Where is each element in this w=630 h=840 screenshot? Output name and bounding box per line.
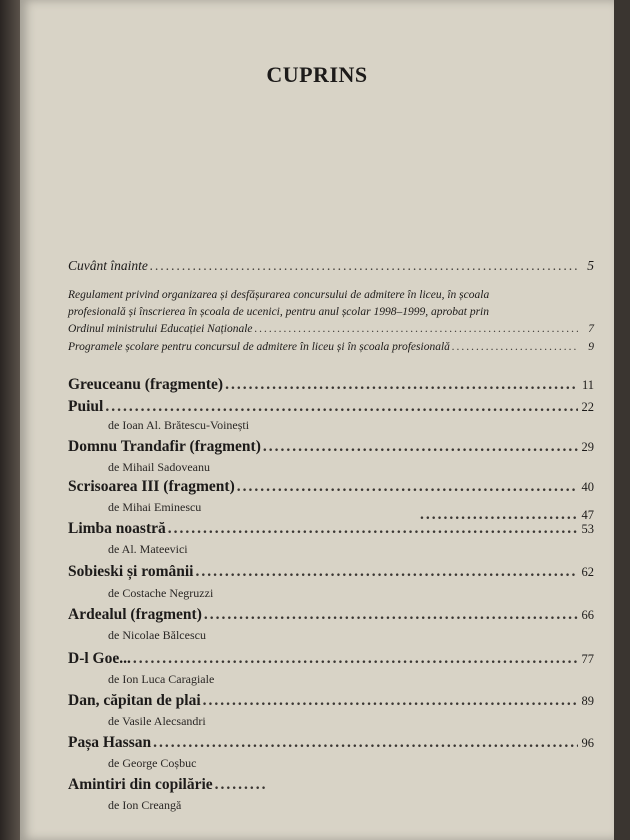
- toc-title: Amintiri din copilărie: [68, 776, 213, 793]
- toc-title: Domnu Trandafir (fragment): [68, 438, 261, 455]
- toc-title: Puiul: [68, 398, 104, 415]
- toc-page: 29: [581, 440, 594, 454]
- toc-row[interactable]: [68, 692, 594, 710]
- toc-page: 5: [587, 258, 594, 273]
- leader-dots: [105, 398, 578, 416]
- toc-page: 7: [588, 323, 594, 335]
- leader-dots: [150, 258, 578, 274]
- toc-row[interactable]: [68, 438, 594, 456]
- leader-dots: [195, 563, 578, 581]
- toc-title: Limba noastră: [68, 520, 166, 537]
- toc-author: de Ion Luca Caragiale: [108, 672, 215, 686]
- toc-title: Programele școlare pentru concursul de admitere în liceu și în școala profesională: [68, 341, 450, 353]
- toc-row[interactable]: [68, 520, 594, 538]
- toc-page: 77: [581, 652, 594, 666]
- toc-author: de Ion Creangă: [108, 798, 182, 812]
- leader-dots: [452, 341, 578, 353]
- toc-row[interactable]: [68, 606, 594, 624]
- toc-row-programs[interactable]: [68, 341, 594, 353]
- leader-dots: [168, 520, 578, 538]
- leader-dots: [255, 323, 578, 335]
- book-page: [20, 0, 614, 840]
- toc-title: Scrisoarea III (fragment): [68, 478, 235, 495]
- toc-row[interactable]: [68, 563, 594, 581]
- toc-page: 22: [581, 400, 594, 414]
- leader-dots: [153, 734, 578, 752]
- leader-dots: [237, 478, 578, 496]
- toc-title: Ordinul ministrului Educației Naționale: [68, 323, 253, 335]
- toc-row-regulation-end[interactable]: [68, 323, 594, 335]
- toc-author: de Al. Mateevici: [108, 542, 188, 556]
- toc-author: de George Coșbuc: [108, 756, 197, 770]
- toc-title: Cuvânt înainte: [68, 258, 148, 273]
- leader-dots: [133, 650, 578, 668]
- toc-page: 62: [581, 565, 594, 579]
- toc-page: 66: [581, 608, 594, 622]
- toc-row-regulation[interactable]: [68, 287, 594, 321]
- toc-page: 47: [581, 508, 594, 522]
- toc-title-line: profesională și înscrierea în școala de ucenici, pentru anul școlar 1998–1999, aprobat prin: [68, 306, 489, 318]
- toc-row[interactable]: [68, 776, 268, 794]
- toc-author: de Ioan Al. Brătescu-Voinești: [108, 418, 250, 432]
- toc-title-line: Regulament privind organizarea și desfășurarea concursului de admitere în liceu, în școala: [68, 289, 490, 301]
- toc-page: 89: [581, 694, 594, 708]
- leader-dots: [225, 376, 578, 394]
- toc-author: de Mihai Eminescu: [108, 500, 202, 514]
- toc-page: 96: [581, 736, 594, 750]
- toc-page: 40: [581, 480, 594, 494]
- toc-row[interactable]: [68, 478, 594, 496]
- toc-page: 11: [581, 378, 594, 392]
- toc-row-foreword[interactable]: [68, 258, 594, 274]
- toc-title: Ardealul (fragment): [68, 606, 202, 623]
- toc-author: de Costache Negruzzi: [108, 586, 214, 600]
- toc-row[interactable]: [68, 376, 594, 394]
- toc-page: 53: [581, 522, 594, 536]
- toc-title: D-l Goe...: [68, 650, 131, 667]
- toc-author: de Vasile Alecsandri: [108, 714, 206, 728]
- toc-title: Pașa Hassan: [68, 734, 152, 751]
- toc-title: Greuceanu (fragmente): [68, 376, 224, 393]
- toc-page: 9: [588, 341, 594, 353]
- toc-row[interactable]: [68, 650, 594, 668]
- toc-author: de Nicolae Bălcescu: [108, 628, 206, 642]
- toc-row[interactable]: [68, 734, 594, 752]
- leader-dots: [203, 692, 578, 710]
- page-title: CUPRINS: [266, 62, 368, 87]
- toc-title: Dan, căpitan de plai: [68, 692, 201, 709]
- book-spine-edge: [0, 0, 20, 840]
- toc-row[interactable]: [68, 398, 594, 416]
- leader-dots: [204, 606, 578, 624]
- toc-author: de Mihail Sadoveanu: [108, 460, 210, 474]
- toc-title: Sobieski și românii: [68, 563, 194, 580]
- leader-dots: [215, 776, 266, 794]
- leader-dots: [263, 438, 578, 456]
